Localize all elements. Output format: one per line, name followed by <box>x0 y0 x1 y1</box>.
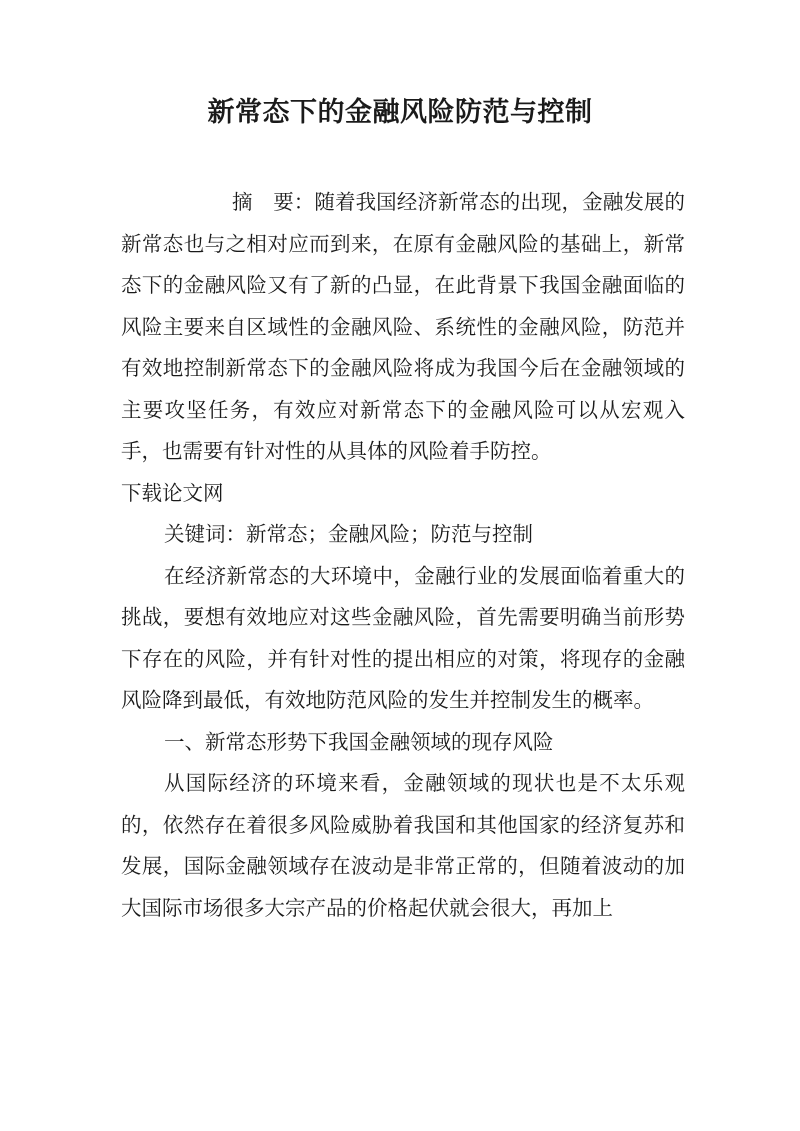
section-heading: 一、新常态形势下我国金融领域的现存风险 <box>164 729 554 754</box>
abstract-label: 摘 要： <box>232 190 315 214</box>
document-title: 新常态下的金融风险防范与控制 <box>207 97 593 128</box>
section-paragraph: 从国际经济的环境来看，金融领域的现状也是不太乐观的，依然存在着很多风险威胁着我国和其他国家的经济复苏和发展，国际金融领域存在波动是非常正常的，但随着波动的加大国际市场很多大宗产品的价格起伏就会很大，再加上 <box>121 771 685 920</box>
keyword-separator: ； <box>307 522 328 546</box>
keywords-label: 关键词： <box>164 522 246 546</box>
keyword-separator: ； <box>410 522 431 546</box>
abstract-paragraph <box>121 182 685 473</box>
document-body <box>121 182 685 929</box>
source-note: 下载论文网 <box>121 480 224 505</box>
intro-paragraph: 在经济新常态的大环境中，金融行业的发展面临着重大的挑战，要想有效地应对这些金融风险，首先需要明确当前形势下存在的风险，并有针对性的提出相应的对策，将现存的金融风险降到最低，有效地防范风险的发生并控制发生的概率。 <box>121 563 685 712</box>
keyword-item: 新常态 <box>246 522 308 546</box>
keywords-line <box>121 514 685 556</box>
abstract-text: 随着我国经济新常态的出现，金融发展的新常态也与之相对应而到来，在原有金融风险的基础上，新常态下的金融风险又有了新的凸显，在此背景下我国金融面临的风险主要来自区域性的金融风险、系统性的金融风险，防范并有效地控制新常态下的金融风险将成为我国今后在金融领域的主要攻坚任务，有效应对新常态下的金融风险可以从宏观入手，也需要有针对性的从具体的风险着手防控。 <box>121 190 686 463</box>
keyword-item: 金融风险 <box>328 522 410 546</box>
keyword-item: 防范与控制 <box>430 522 533 546</box>
